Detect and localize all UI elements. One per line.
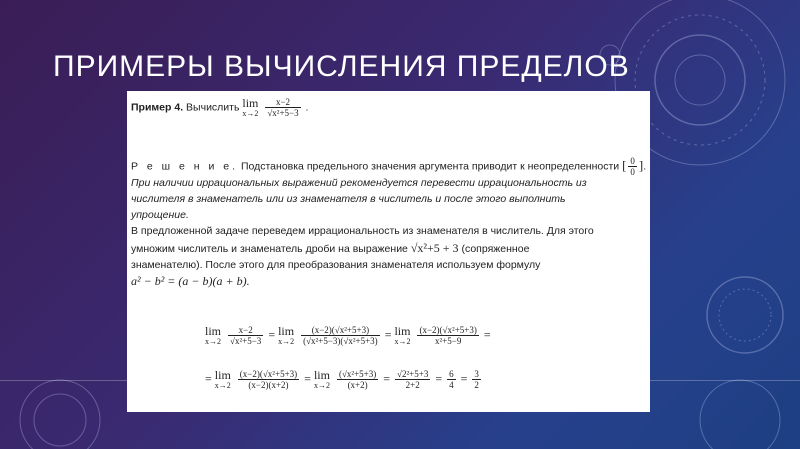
example-line: Пример 4. Вычислить lim x→2 $\frac{x-2}{\text{√x²+5−3}}$ . [131, 96, 309, 118]
slide-title: ПРИМЕРЫ ВЫЧИСЛЕНИЯ ПРЕДЕЛОВ [53, 50, 630, 83]
example-limit: lim x→2 [242, 96, 259, 118]
formula: a² − b² = (a − b)(a + b). [131, 274, 250, 288]
example-label: Пример 4. [131, 101, 184, 114]
equation-row-1: lim x→2 $\frac{x-2}{\text{√x²+5−3}}$ = lim x→2 $\frac{\text{(x−2)(√x²+5+3)}}{\text{(√x²+5−3)(√x²+5+3)}}$ = lim x→2 $\frac{\text{(x−2)(√x²+5+3)}}{\text{x²+5−9}}$ = [205, 324, 491, 346]
solution-word: Р е ш е н и е. [131, 160, 239, 173]
content-image [127, 91, 650, 412]
solution-line-1: Р е ш е н и е. Подстановка предельного значения аргумента приводит к неопределенности [ $\frac{0}{0}$ ]. [131, 156, 647, 177]
equation-row-2: = lim x→2 $\frac{\text{(x−2)(√x²+5+3)}}{(x-2)(x+2)}$ = lim x→2 $\frac{\text{(√x²+5+3)}}{(x+2)}$ = $\frac{\text{√2²+5+3}}{2+2}$ = $\frac{6}{4}$ = $\frac{3}{2}$ [205, 368, 479, 390]
paragraph-line-1: В предложенной задаче переведем иррациональность из знаменателя в числитель. Для этого [131, 225, 594, 237]
italic-line-1: При наличии иррациональных выражений рекомендуется перевести иррациональность из [131, 177, 587, 189]
conjugate-expression: √x²+5 + 3 [410, 241, 459, 255]
example-fraction: $\frac{x-2}{\text{√x²+5−3}}$ [267, 97, 299, 118]
paragraph-line-3: знаменателю). После этого для преобразования знаменателя используем формулу [131, 259, 541, 271]
paragraph-line-2: умножим числитель и знаменатель дроби на выражение √x²+5 + 3 (сопряженное [131, 241, 530, 255]
example-task: Вычислить [186, 101, 240, 114]
indeterminate-fraction: $\frac{0}{0}$ [630, 156, 635, 177]
italic-line-2: числителя в знаменатель или из знаменателя в числитель и после этого выполнить [131, 193, 566, 205]
italic-line-3: упрощение. [131, 209, 189, 221]
